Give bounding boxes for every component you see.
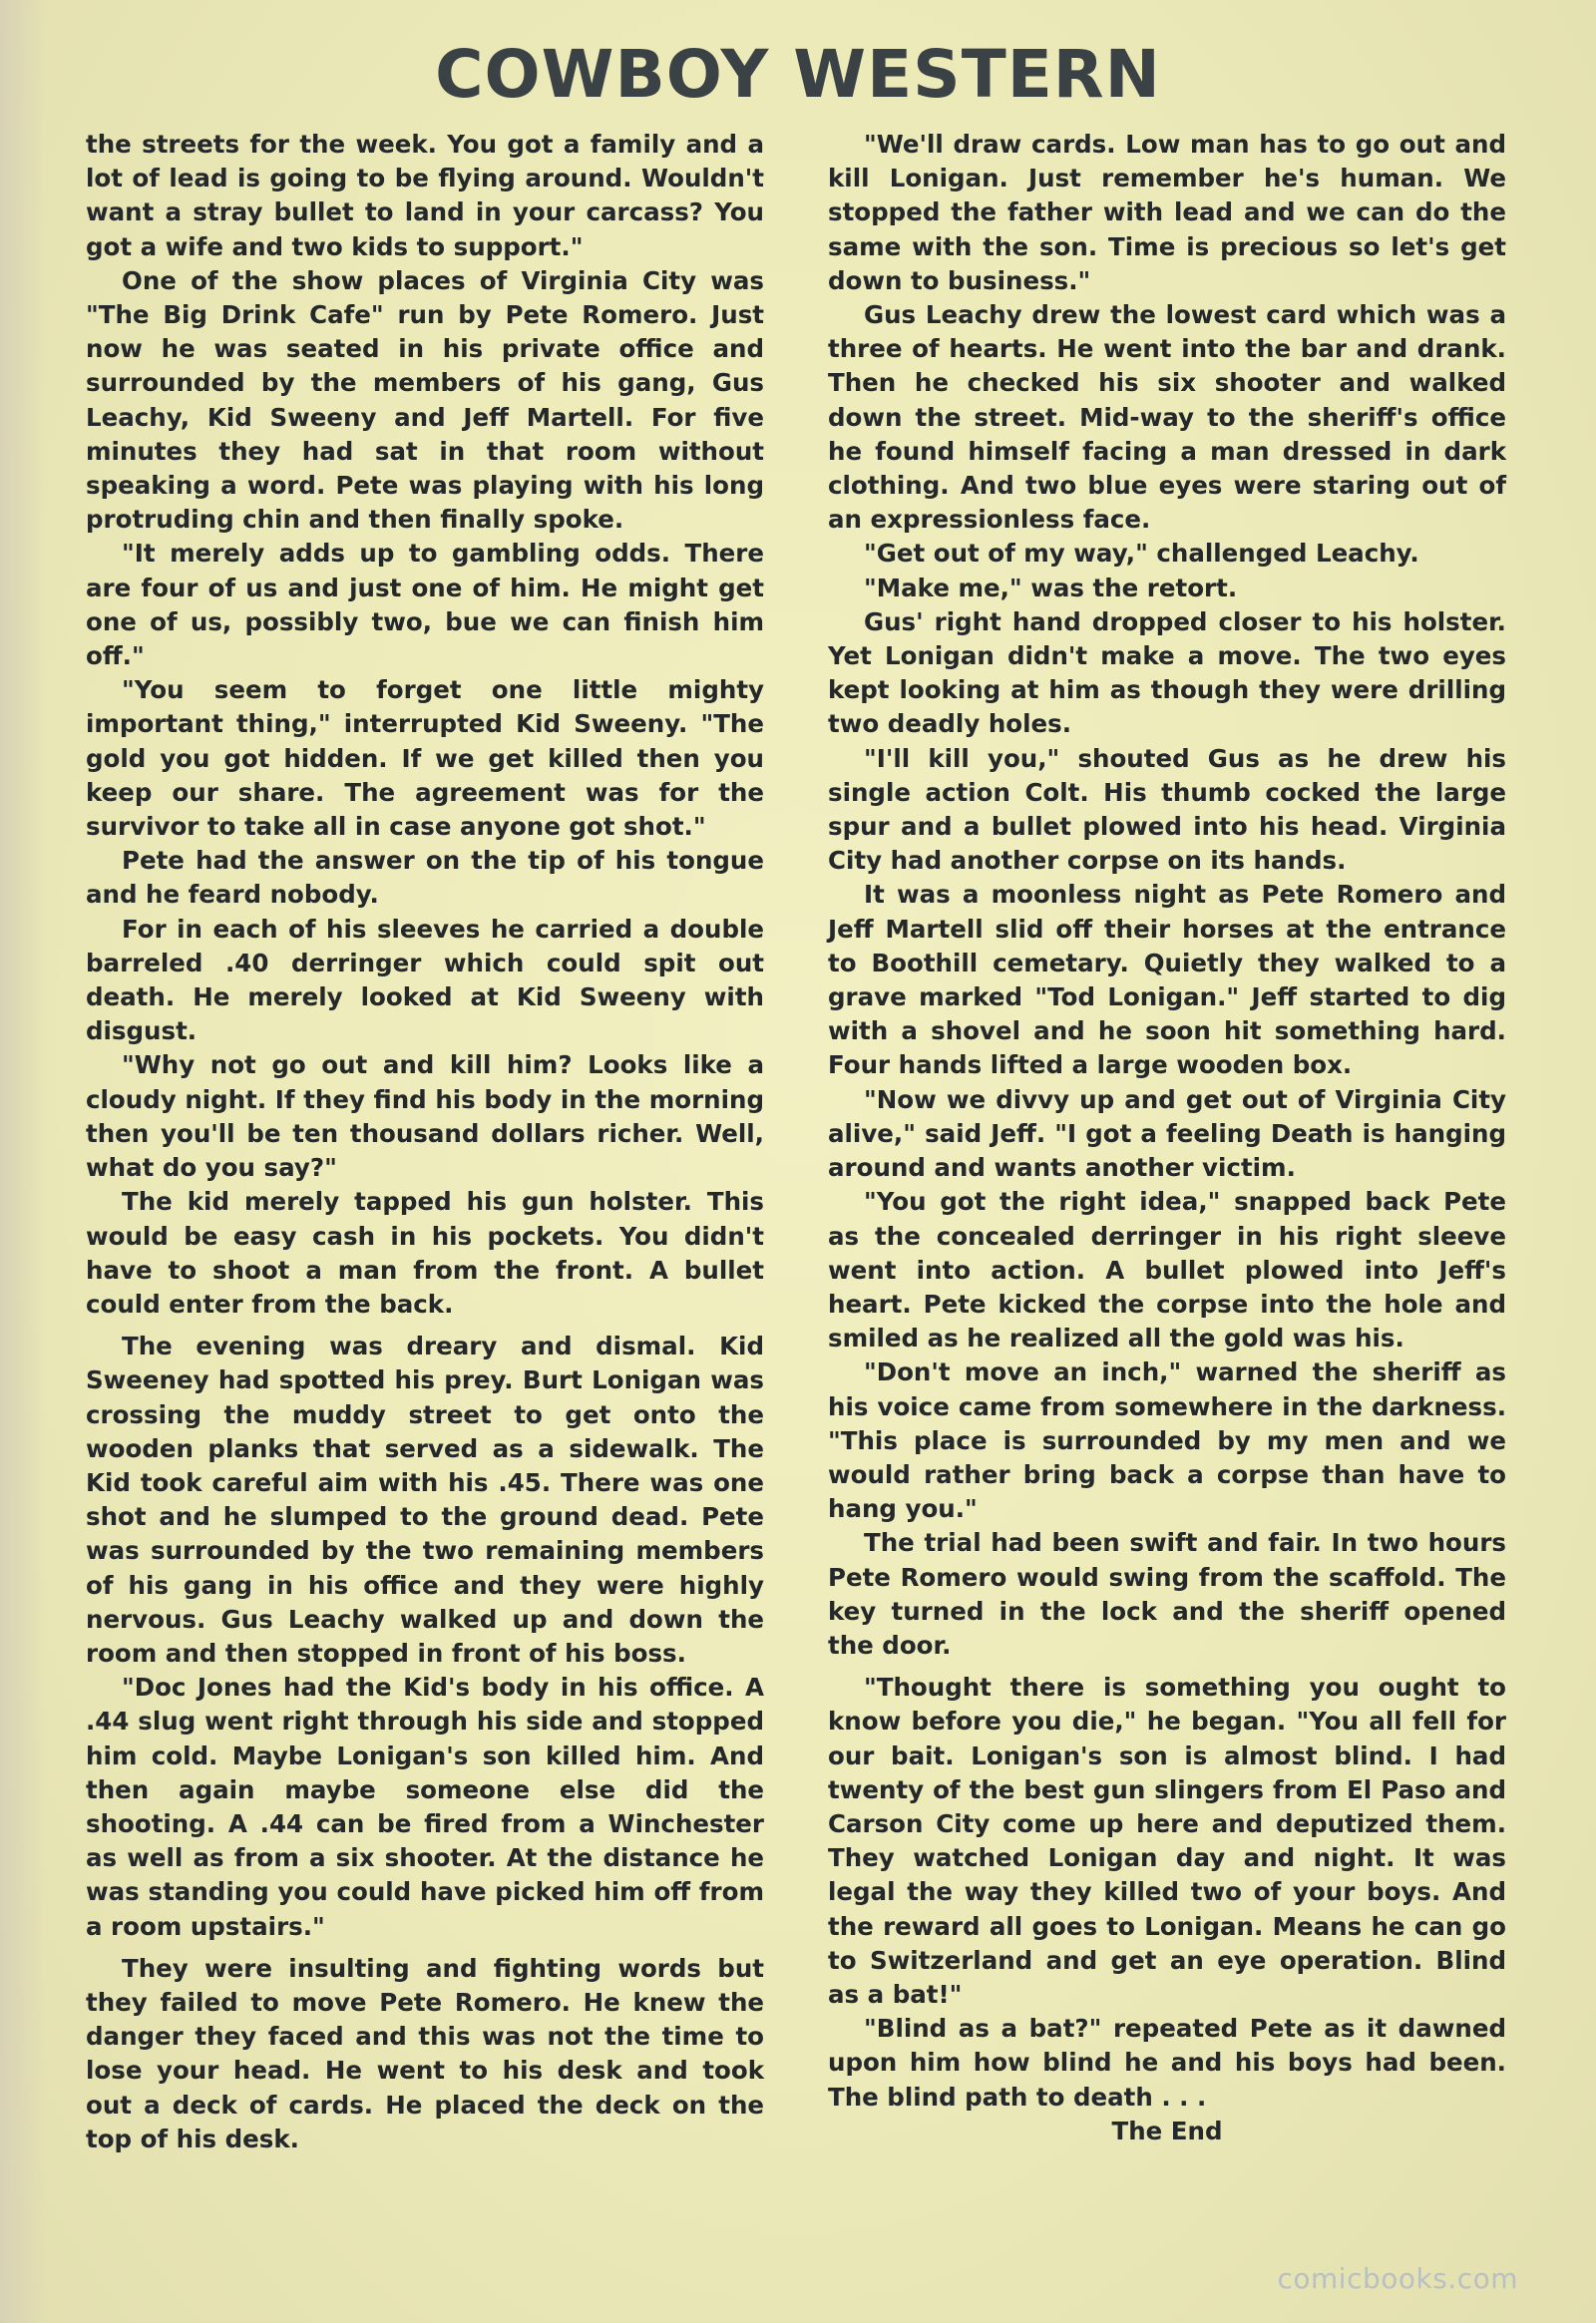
paragraph: "Blind as a bat?" repeated Pete as it dawned upon him how blind he and his boys had been. The blind path to death . . . bbox=[828, 2014, 1506, 2112]
paragraph: The evening was dreary and dismal. Kid Sweeney had spotted his prey. Burt Lonigan was crossing the muddy street to get onto the wooden planks that served as a sidewalk. The Kid took careful aim with his .45. There was one shot and he slumped to the ground dead. Pete was surrounded by the two remaining members of his gang in his office and they were highly nervous. Gus Leachy walked up and down the room and then stopped in front of his boss. bbox=[86, 1332, 764, 1668]
paragraph: The kid merely tapped his gun holster. This would be easy cash in his pockets. You didn't have to shoot a man from the front. A bullet could enter from the back. bbox=[86, 1187, 764, 1319]
paragraph: They were insulting and fighting words but they failed to move Pete Romero. He knew the danger they faced and this was not the time to lose your head. He went to his desk and took out a deck of cards. He placed the deck on the top of his desk. bbox=[86, 1953, 764, 2153]
paragraph: "Doc Jones had the Kid's body in his office. A .44 slug went right through his side and stopped him cold. Maybe Lonigan's son killed him. And then again maybe someone else did the shooting. A .44 can be fired from a Winchester as well as from a six shooter. At the distance he was standing you could have picked him off from a room upstairs." bbox=[86, 1673, 764, 1941]
paragraph: "You got the right idea," snapped back Pete as the concealed derringer in his right sleeve went into action. A bullet plowed into Jeff's heart. Pete kicked the corpse into the hole and smiled as he realized all the gold was his. bbox=[828, 1187, 1506, 1354]
paragraph: "It merely adds up to gambling odds. There are four of us and just one of him. He might get one of us, possibly two, bue we can finish him off." bbox=[86, 539, 764, 671]
paragraph: Gus Leachy drew the lowest card which was a three of hearts. He went into the bar and drank. Then he checked his six shooter and walked down the street. Mid-way to the sheriff's office he found himself facing a man dressed in dark clothing. And two blue eyes were staring out of an expressionless face. bbox=[828, 300, 1506, 535]
source-watermark: comicbooks.com bbox=[1277, 2262, 1518, 2295]
paragraph: "Why not go out and kill him? Looks like a cloudy night. If they find his body in the morning then you'll be ten thousand dollars richer. Well, what do you say?" bbox=[86, 1050, 764, 1183]
paragraph: The trial had been swift and fair. In two hours Pete Romero would swing from the scaffold. The key turned in the lock and the sheriff opened the door. bbox=[828, 1528, 1506, 1660]
paragraph: "Make me," was the retort. bbox=[864, 573, 1238, 602]
paragraph: Pete had the answer on the tip of his tongue and he feard nobody. bbox=[86, 846, 764, 910]
page-edge-shadow bbox=[0, 0, 48, 2323]
paragraph: One of the show places of Virginia City was "The Big Drink Cafe" run by Pete Romero. Just now he was seated in his private office and surrounded by the members of his gang, Gus Leachy, Kid Sweeny and Jeff Martell. For five minutes they had sat in that room without speaking a word. Pete was playing with his long protruding chin and then finally spoke. bbox=[86, 265, 764, 535]
page-title: COWBOY WESTERN bbox=[435, 36, 1161, 113]
paragraph: "Thought there is something you ought to know before you die," he began. "You all fell for our bait. Lonigan's son is almost blind. I had twenty of the best gun slingers from El Paso and Carson City come up here and deputized them. They watched Lonigan day and night. It was legal the way they killed two of your boys. And the reward all goes to Lonigan. Means he can go to Switzerland and get an eye operation. Blind as a bat!" bbox=[828, 1673, 1506, 2009]
paragraph: "We'll draw cards. Low man has to go out and kill Lonigan. Just remember he's human. We stopped the father with lead and we can do the same with the son. Time is precious so let's get down to business." bbox=[828, 130, 1506, 295]
right-text-column bbox=[828, 128, 1506, 2148]
paragraph: It was a moonless night as Pete Romero and Jeff Martell slid off their horses at the entrance to Boothill cemetary. Quietly they walked to a grave marked "Tod Lonigan." Jeff started to dig with a shovel and he soon hit something hard. Four hands lifted a large wooden box. bbox=[828, 880, 1506, 1080]
paragraph: "Get out of my way," challenged Leachy. bbox=[864, 539, 1419, 569]
paragraph: For in each of his sleeves he carried a double barreled .40 derringer which could spit out death. He merely looked at Kid Sweeny with disgust. bbox=[86, 914, 764, 1046]
paragraph: "Don't move an inch," warned the sheriff as his voice came from somewhere in the darkness. "This place is surrounded by my men and we would rather bring back a corpse than have to hang you." bbox=[828, 1357, 1506, 1524]
left-text-column bbox=[86, 128, 764, 2156]
paragraph: Gus' right hand dropped closer to his holster. Yet Lonigan didn't make a move. The two eyes kept looking at him as though they were drilling two deadly holes. bbox=[828, 606, 1506, 739]
paragraph: "I'll kill you," shouted Gus as he drew his single action Colt. His thumb cocked the large spur and a bullet plowed into his head. Virginia City had another corpse on its hands. bbox=[828, 743, 1506, 876]
paragraph: "Now we divvy up and get out of Virginia City alive," said Jeff. "I got a feeling Death is hanging around and wants another victim. bbox=[828, 1084, 1506, 1183]
paragraph: "You seem to forget one little mighty important thing," interrupted Kid Sweeny. "The gold you got hidden. If we get killed then you keep our share. The agreement was for the survivor to take all in case anyone got shot." bbox=[86, 675, 764, 842]
paragraph: the streets for the week. You got a family and a lot of lead is going to be flying around. Wouldn't want a stray bullet to land in your carcass? You got a wife and two kids to support." bbox=[86, 130, 764, 261]
the-end-label: The End bbox=[1111, 2116, 1223, 2145]
